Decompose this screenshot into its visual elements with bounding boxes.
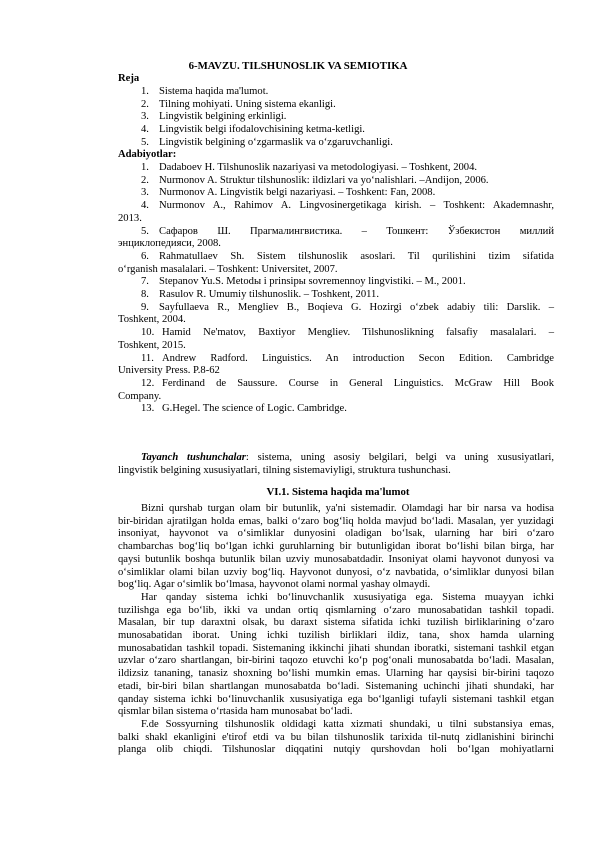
reference-text: Ferdinand de Saussure. Course in General Linguistics. McGraw Hill Book [162, 377, 554, 389]
reference-number: 11. [141, 352, 154, 364]
plan-item-text: Tilning mohiyati. Uning sistema ekanligi. [159, 98, 336, 110]
reference-item [141, 289, 379, 301]
reference-continuation: 2013. [118, 212, 142, 224]
reference-text: Nurmonov A. Struktur tilshunoslik: ildizlari va yo‘nalishlari. –Andijon, 2006. [159, 174, 489, 186]
paragraph-line: chambarchas bog‘liq bo‘lgan ichki guruhlarning bir butunligidan iborat bo‘lishi bilan birga, har [118, 541, 554, 553]
reference-continuation: энциклопедияси, 2008. [118, 238, 221, 250]
reference-item [141, 226, 554, 238]
reference-number: 4. [141, 200, 149, 212]
reference-text: Nurmonov A., Rahimov A. Lingvosinergetikaga kirish. – Toshkent: Akademnashr, [159, 200, 554, 212]
reference-number: 9. [141, 301, 149, 313]
reference-item [141, 353, 554, 365]
paragraph-line: balki shakl ekanligini e'tirof etdi va bu bilan tilshunoslik tarixida til-nutq zidlanishini birinchi [118, 731, 554, 743]
references-heading: Adabiyotlar: [118, 149, 177, 160]
plan-item-text: Sistema haqida ma'lumot. [159, 86, 269, 97]
plan-item [141, 137, 393, 149]
reference-item [141, 162, 477, 174]
reference-item [141, 251, 554, 263]
reference-continuation: University Press. P.8-62 [118, 365, 220, 377]
reference-continuation: Toshkent, 2004. [118, 314, 186, 326]
reference-item [141, 187, 435, 199]
paragraph-line: Har qanday sistema ichki bo‘linuvchanlik xususiyatiga ega. Sistema muayyan ichki [141, 591, 554, 603]
paragraph-line: Masalan, bir tup daraxtni olsak, bu daraxt sistema sifatida ichki tuzilish birliklarining o‘zaro [118, 617, 554, 629]
page-title: 6-MAVZU. TILSHUNOSLIK VA SEMIOTIKA [188, 60, 408, 72]
reference-text: Rahmatullaev Sh. Sistem tilshunoslik asoslari. Til qurilishini tizim sifatida [159, 250, 554, 262]
reference-continuation: o‘rganish masalalari. – Toshkent: Universitet, 2007. [118, 263, 338, 275]
reference-item [141, 276, 466, 288]
plan-item-text: Lingvistik belgi ifodalovchisining ketma-ketligi. [159, 124, 365, 136]
reference-text: Stepanov Yu.S. Metodы i prinsipы sovremennoy lingvistiki. – M., 2001. [159, 276, 466, 288]
key-terms-line-2: lingvistik belgining xususiyatlari, tilning sistemaviyligi, struktura tushunchasi. [118, 465, 451, 476]
key-terms-line-1 [141, 452, 554, 464]
reference-text: Сафаров Ш. Прагмалингвистика. – Тошкент: Ўзбекистон миллий [159, 225, 554, 237]
reference-number: 6. [141, 250, 149, 262]
reference-number: 8. [141, 289, 149, 300]
reference-item [141, 302, 554, 314]
plan-item-number: 5. [141, 136, 149, 148]
reference-item [141, 378, 554, 390]
paragraph-line: munosabatidan iborat. Uning ichki tuzilish birliklari ildiz, tana, shox hamda ularning [118, 630, 554, 641]
reference-number: 1. [141, 162, 149, 173]
paragraph-line: uzvlar o‘zaro shartlangan, bir-birini taqozo etuvchi ko‘p pog‘onali munosabatda bo‘ladi. Masalan, [118, 655, 554, 667]
plan-item-text: Lingvistik belgining erkinligi. [159, 111, 287, 123]
plan-item [141, 86, 268, 98]
paragraph-line: etadi, bir-biri bilan shartlangan munosabatda bo‘ladi. Sistemaning uchinchi jihati shundaki, har [118, 680, 554, 692]
plan-item-number: 2. [141, 98, 149, 110]
reference-text: Sayfullaeva R., Mengliev B., Boqieva G. Hozirgi o‘zbek adabiy tili: Darslik. – [159, 301, 554, 313]
plan-item [141, 111, 286, 123]
reference-text: Rasulov R. Umumiy tilshunoslik. – Toshkent, 2011. [159, 289, 379, 300]
paragraph-line: ildizsiz tananing, tanasiz shoxning bo‘lishi mumkin emas. Ularning har qaysisi bir-birini taqozo [118, 668, 554, 680]
reference-item [141, 403, 347, 415]
reference-text: Nurmonov A. Lingvistik belgi nazariyasi. – Toshkent: Fan, 2008. [159, 187, 436, 199]
reference-text: Hamid Ne'matov, Baxtiyor Mengliev. Tilshunoslikning falsafiy masalalari. – [162, 327, 554, 339]
reference-number: 5. [141, 225, 149, 237]
paragraph-line: qaysi butunlik boshqa butunlik bilan uzviy munosabatdadir. Insoniyat olami hayvonot dunyosi va [118, 553, 554, 565]
paragraph-line: bog‘liq. Agar o‘simlik bo‘lmasa, hayvonot olami normal yashay olmaydi. [118, 579, 431, 591]
paragraph-line: o‘simliklar olami bilan uzviy bog‘liq. Hayvonot dunyosi, o‘z navbatida, o‘simliklar dunyosi bilan [118, 566, 554, 578]
paragraph-line: Bizni qurshab turgan olam bir butunlik, ya'ni sistemadir. Olamdagi har bir narsa va hodisa [141, 503, 554, 514]
plan-item-text: Lingvistik belgining o‘zgarmaslik va o‘zgaruvchanligi. [159, 136, 393, 148]
reference-number: 7. [141, 276, 149, 288]
reference-text: Andrew Radford. Linguistics. An introduction Secon Edition. Cambridge [162, 352, 554, 364]
reference-item [141, 327, 554, 339]
paragraph-line: qismlar bilan sistema o‘rtasida ham munosabat bo‘ladi. [118, 706, 353, 718]
reference-text: G.Hegel. The science of Logic. Cambridge. [162, 403, 347, 415]
paragraph-line: tuzilishga ega bo‘lib, ikki va undan ortiq qismlarning o‘zaro munosabatidan tashkil topadi. [118, 604, 554, 616]
plan-heading: Reja [118, 73, 140, 84]
plan-item [141, 99, 336, 111]
reference-number: 2. [141, 174, 149, 186]
paragraph-line: planga olib chiqdi. Tilshunoslar diqqatini nutqiy qurshovdan holi bo‘lgan mohiyatlarni [118, 744, 554, 756]
reference-item [141, 200, 554, 212]
paragraph-line: munosabatidan tashkil topadi. Sistemaning ikkinchi jihati shundan iboratki, sistemani tashkil etgan [118, 642, 554, 654]
reference-number: 10. [141, 327, 155, 339]
plan-item [141, 124, 365, 136]
plan-item-number: 3. [141, 111, 149, 123]
paragraph-line: qanday sistema ichki bo‘linuvchanlik xususiyatiga ega bo‘lganligi tufayli sistemani tashkil etgan [118, 693, 554, 705]
paragraph-line: insoniyat, hayvonot va o‘simliklar dunyosini oladigan bo‘lsak, ularning har biri o‘zaro [118, 528, 554, 540]
reference-continuation: Toshkent, 2015. [118, 339, 186, 351]
paragraph-line: bir-biridan ajratilgan holda emas, balki o‘zaro bog‘liq holda mavjud bo‘ladi. Masalan, yer yuzidagi [118, 515, 554, 527]
reference-continuation: Company. [118, 390, 162, 402]
plan-item-number: 1. [141, 86, 149, 97]
reference-number: 13. [141, 403, 155, 415]
section-title: VI.1. Sistema haqida ma'lumot [266, 486, 410, 498]
key-terms-label: Tayanch tushunchalar [141, 452, 246, 463]
reference-number: 12. [141, 377, 155, 389]
plan-item-number: 4. [141, 124, 149, 136]
reference-item [141, 175, 489, 187]
reference-text: Dadaboev H. Tilshunoslik nazariyasi va metodologiyasi. – Toshkent, 2004. [159, 162, 478, 173]
reference-number: 3. [141, 187, 149, 199]
key-terms-text-1: : sistema, uning asosiy belgilari, belgi va uning xususiyatlari, [245, 452, 554, 463]
paragraph-line: F.de Sossyurning tilshunoslik oldidagi katta xizmati shundaki, u tilni substansiya emas, [141, 718, 554, 730]
